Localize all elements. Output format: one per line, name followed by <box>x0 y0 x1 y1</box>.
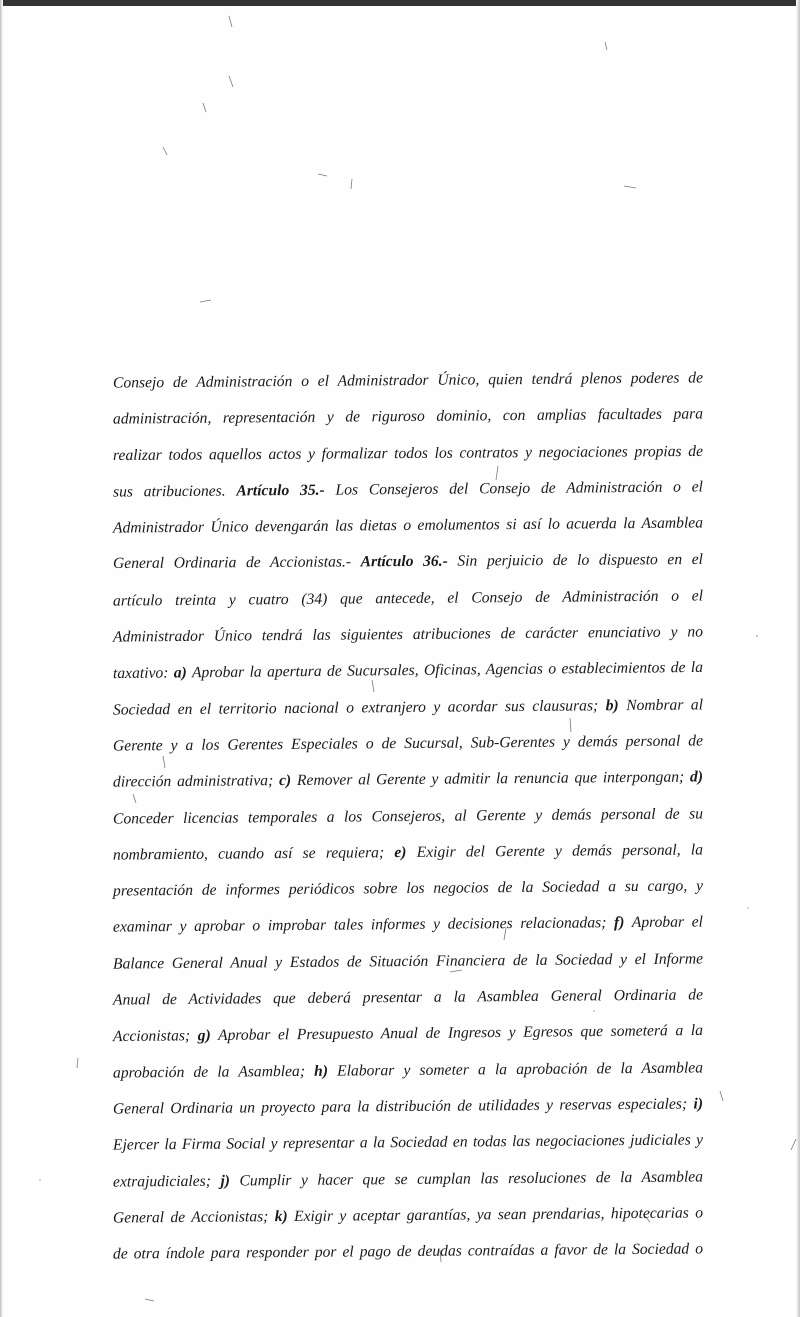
text-segment: dirección administrativa; <box>112 772 280 791</box>
bold-reference: g) <box>197 1027 211 1045</box>
bold-reference: h) <box>314 1062 329 1080</box>
scan-left-edge <box>0 0 3 1317</box>
text-segment: Elaborar y someter a la aprobación de la Asamblea <box>327 1059 704 1080</box>
text-line <box>113 578 703 619</box>
text-segment: General de Accionistas; <box>112 1207 275 1227</box>
text-line <box>113 760 703 801</box>
text-line <box>113 360 703 401</box>
text-segment: Consejo de Administración o el Administrador Único, quien tendrá plenos poderes de <box>112 369 704 392</box>
text-segment: extrajudiciales; <box>112 1172 221 1191</box>
text-segment: Anual de Actividades que deberá presentar a la Asamblea General Ordinaria de <box>112 986 704 1009</box>
text-segment: Accionistas; <box>112 1027 198 1046</box>
bold-reference: i) <box>693 1095 704 1113</box>
text-segment: Gerente y a los Gerentes Especiales o de Sucursal, Sub-Gerentes y demás personal de <box>112 732 704 755</box>
text-segment: General Ordinaria de Accionistas.- <box>112 553 361 573</box>
text-line <box>113 650 703 692</box>
text-line <box>113 1232 703 1273</box>
text-segment: administración, representación y de riguroso dominio, con amplias facultades para <box>112 405 704 428</box>
text-segment: Conceder licencias temporales a los Consejeros, al Gerente y demás personal de su <box>112 804 704 828</box>
scan-dot <box>39 1179 40 1180</box>
text-segment: artículo treinta y cuatro (34) que antecede, el Consejo de Administración o el <box>112 587 704 610</box>
text-line <box>113 1013 703 1055</box>
scan-mark <box>77 1058 78 1068</box>
scan-mark <box>203 103 206 112</box>
bold-reference: k) <box>274 1207 288 1225</box>
text-line <box>113 796 703 837</box>
text-segment: Aprobar la apertura de Sucursales, Oficinas, Agencias o establecimientos de la <box>186 659 704 682</box>
text-line <box>113 941 703 982</box>
text-segment: sus atribuciones. <box>112 482 237 501</box>
text-segment: Exigir y aceptar garantías, ya sean prendarias, hipotecarias o <box>287 1204 704 1225</box>
text-line <box>113 615 703 656</box>
bold-reference: Artículo 36.- <box>360 553 448 571</box>
text-segment: Aprobar el <box>624 913 704 932</box>
bold-reference: f) <box>613 914 625 932</box>
text-segment: realizar todos aquellos actos y formalizar todos los contratos y negociaciones propias de <box>112 442 704 464</box>
bold-reference: j) <box>220 1172 231 1190</box>
text-segment: de otra índole para responder por el pago de deudas contraídas a favor de la Sociedad o <box>112 1240 704 1263</box>
scan-mark <box>229 16 232 27</box>
bold-reference: d) <box>689 768 704 786</box>
text-segment: Remover al Gerente y admitir la renuncia que interpongan; <box>291 768 691 790</box>
text-segment: examinar y aprobar o improbar tales informes y decisiones relacionadas; <box>112 914 615 937</box>
scan-mark <box>200 300 211 302</box>
scan-dot <box>756 635 758 637</box>
scan-mark <box>318 174 327 176</box>
text-line <box>113 542 703 582</box>
text-segment: Administrador Único tendrá las siguientes atribuciones de carácter enunciativo y no <box>112 623 704 646</box>
text-segment: Ejercer la Firma Social y representar a la Sociedad en todas las negociaciones judiciales y <box>112 1131 704 1154</box>
text-line <box>113 687 703 728</box>
text-segment: Balance General Anual y Estados de Situación Financiera de la Sociedad y el Informe <box>112 950 704 973</box>
text-segment: taxativo: <box>112 664 174 683</box>
bold-reference: e) <box>394 843 407 861</box>
scan-mark <box>624 186 636 188</box>
scan-top-border <box>0 0 800 6</box>
text-line <box>113 506 703 547</box>
scan-mark <box>351 179 352 189</box>
text-line <box>113 1123 703 1164</box>
scan-right-edge <box>796 0 800 1317</box>
text-segment: Los Consejeros del Consejo de Administración o el <box>324 478 704 499</box>
text-segment: Nombrar al <box>618 696 704 714</box>
text-segment: Sin perjuicio de lo dispuesto en el <box>447 551 704 571</box>
scan-mark <box>720 1091 723 1101</box>
text-line <box>113 1086 703 1127</box>
text-line <box>113 1195 703 1236</box>
text-segment: General Ordinaria un proyecto para la distribución de utilidades y reservas especiales; <box>112 1095 694 1118</box>
text-segment: Sociedad en el territorio nacional o extranjero y acordar sus clausuras; <box>112 696 606 719</box>
text-line <box>113 397 703 438</box>
bold-reference: Artículo 35.- <box>236 481 325 500</box>
scan-mark <box>163 147 167 155</box>
text-line <box>113 905 703 946</box>
bold-reference: b) <box>605 696 619 714</box>
text-line <box>113 1050 703 1091</box>
text-line <box>113 434 703 474</box>
text-line <box>113 723 703 764</box>
text-line <box>113 1159 703 1200</box>
bold-reference: c) <box>278 772 292 790</box>
text-segment: Administrador Único devengarán las dietas o emolumentos si así lo acuerda la Asamblea <box>112 514 704 537</box>
text-line <box>113 469 703 510</box>
text-segment: Cumplir y hacer que se cumplan las resoluciones de la Asamblea <box>229 1167 704 1190</box>
scan-dot <box>747 907 748 908</box>
text-segment: nombramiento, cuando así se requiera; <box>112 843 395 864</box>
text-segment: presentación de informes periódicos sobre los negocios de la Sociedad a su cargo, y <box>112 877 704 900</box>
text-line <box>113 869 703 910</box>
scan-mark <box>145 1299 154 1301</box>
text-line <box>113 832 703 873</box>
text-segment: Aprobar el Presupuesto Anual de Ingresos y Egresos que someterá a la <box>210 1022 704 1045</box>
text-segment: Exigir del Gerente y demás personal, la <box>406 841 704 861</box>
bold-reference: a) <box>173 664 187 682</box>
scan-mark <box>229 76 233 87</box>
scan-mark <box>605 42 607 50</box>
document-body <box>113 363 703 1270</box>
text-segment: aprobación de la Asamblea; <box>112 1062 315 1082</box>
text-line <box>113 977 703 1018</box>
